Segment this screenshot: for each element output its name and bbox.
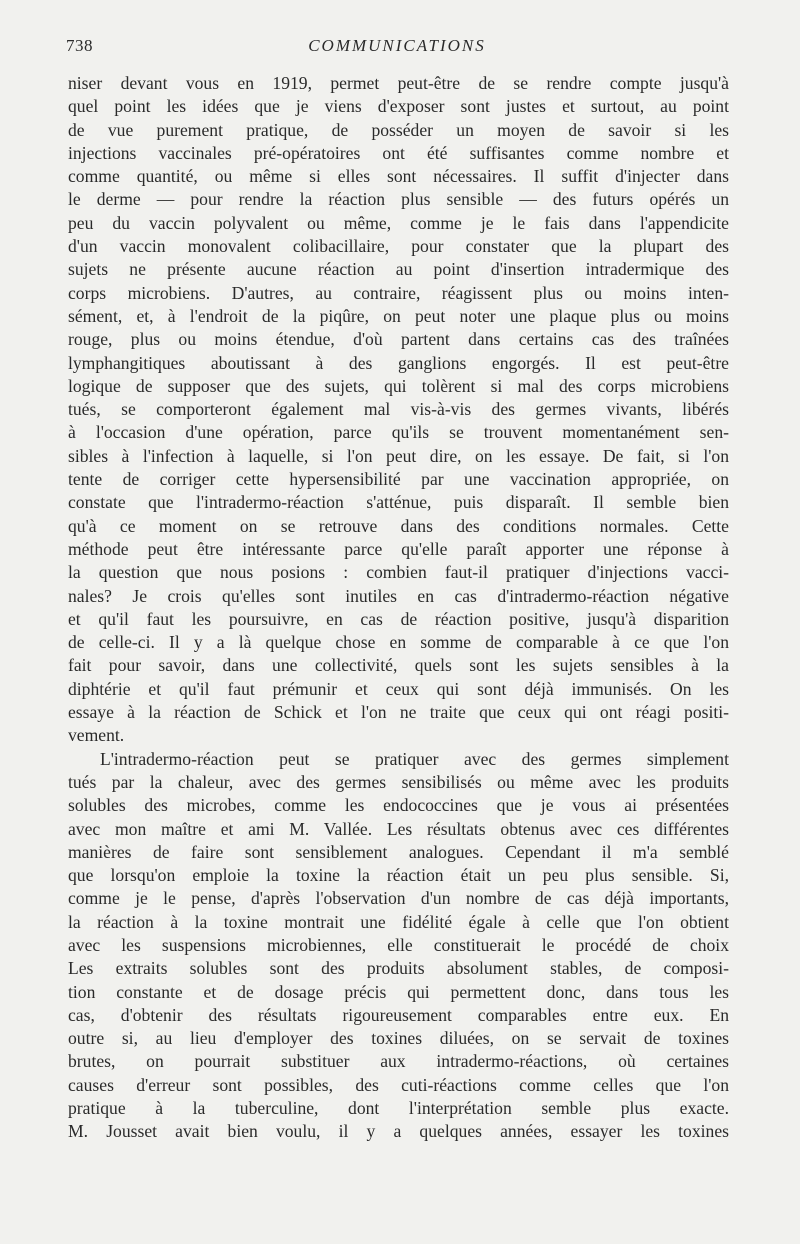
text-line: le derme — pour rendre la réaction plus sensible — des futurs opérés un <box>68 189 729 210</box>
text-line: tués par la chaleur, avec des germes sensibilisés ou même avec les produits <box>68 771 729 792</box>
text-line: sujets ne présente aucune réaction au point d'insertion intradermique des <box>68 259 729 280</box>
text-line: brutes, on pourrait substituer aux intradermo-réactions, où certaines <box>68 1051 729 1072</box>
body-text <box>68 72 729 1144</box>
text-line: comme je le pense, d'après l'observation d'un nombre de cas déjà importants, <box>68 888 729 909</box>
paragraph-start-line: L'intradermo-réaction peut se pratiquer avec des germes simplement <box>100 748 729 769</box>
text-line: Les extraits solubles sont des produits absolument stables, de composi- <box>68 958 729 979</box>
text-line: essaye à la réaction de Schick et l'on ne traite que ceux qui ont réagi positi- <box>68 702 729 723</box>
text-line: comme quantité, ou même si elles sont nécessaires. Il suffit d'injecter dans <box>68 166 729 187</box>
text-line: logique de supposer que des sujets, qui tolèrent si mal des corps microbiens <box>68 375 729 396</box>
text-line: la réaction à la toxine montrait une fidélité égale à celle que l'on obtient <box>68 911 729 932</box>
text-line: sément, et, à l'endroit de la piqûre, on peut noter une plaque plus ou moins <box>68 305 729 326</box>
text-line: et qu'il faut les poursuivre, en cas de réaction positive, jusqu'à disparition <box>68 608 729 629</box>
text-line: qu'à ce moment on se retrouve dans des conditions normales. Cette <box>68 515 729 536</box>
text-line: niser devant vous en 1919, permet peut-être de se rendre compte jusqu'à <box>68 73 729 93</box>
text-line: de celle-ci. Il y a là quelque chose en somme de comparable à ce que l'on <box>68 632 729 653</box>
text-line: avec mon maître et ami M. Vallée. Les résultats obtenus avec ces différentes <box>68 818 729 839</box>
text-line: M. Jousset avait bien voulu, il y a quelques années, essayer les toxines <box>68 1121 729 1142</box>
text-line: quel point les idées que je viens d'exposer sont justes et surtout, au point <box>68 96 729 117</box>
text-line: lymphangitiques aboutissant à des ganglions engorgés. Il est peut-être <box>68 352 729 373</box>
text-line: tente de corriger cette hypersensibilité par une vaccination appropriée, on <box>68 469 729 490</box>
text-line: peu du vaccin polyvalent ou même, comme je le fais dans l'appendicite <box>68 212 729 233</box>
text-line: fait pour savoir, dans une collectivité, quels sont les sujets sensibles à la <box>68 655 729 676</box>
text-line: manières de faire sont sensiblement analogues. Cependant il m'a semblé <box>68 841 729 862</box>
text-line: la question que nous posions : combien faut-il pratiquer d'injections vacci- <box>68 562 729 583</box>
text-line: diphtérie et qu'il faut prémunir et ceux qui sont déjà immunisés. On les <box>68 678 729 699</box>
text-line: solubles des microbes, comme les endococcines que je vous ai présentées <box>68 795 729 816</box>
text-line: que lorsqu'on emploie la toxine la réaction était un peu plus sensible. Si, <box>68 865 729 886</box>
text-line: méthode peut être intéressante parce qu'elle paraît apporter une réponse à <box>68 538 729 559</box>
text-line: cas, d'obtenir des résultats rigoureusement comparables entre eux. En <box>68 1004 729 1025</box>
text-line: sibles à l'infection à laquelle, si l'on peut dire, on les essaye. De fait, si l'on <box>68 445 729 466</box>
paragraph-end-line: vement. <box>68 725 125 746</box>
text-line: à l'occasion d'une opération, parce qu'ils se trouvent momentanément sen- <box>68 422 729 443</box>
text-line: tion constante et de dosage précis qui permettent donc, dans tous les <box>68 981 729 1002</box>
text-line: rouge, plus ou moins étendue, d'où partent dans certains cas des traînées <box>68 329 729 350</box>
page-header <box>66 36 728 60</box>
text-line: d'un vaccin monovalent colibacillaire, pour constater que la plupart des <box>68 236 729 257</box>
text-line: constate que l'intradermo-réaction s'atténue, puis disparaît. Il semble bien <box>68 492 729 513</box>
text-line: pratique à la tuberculine, dont l'interprétation semble plus exacte. <box>68 1098 729 1119</box>
text-line: injections vaccinales pré-opératoires ont été suffisantes comme nombre et <box>68 142 729 163</box>
page-number: 738 <box>66 36 93 55</box>
text-line: nales? Je crois qu'elles sont inutiles en cas d'intradermo-réaction négative <box>68 585 729 606</box>
text-line: causes d'erreur sont possibles, des cuti-réactions comme celles que l'on <box>68 1074 729 1095</box>
text-line: outre si, au lieu d'employer des toxines diluées, on se servait de toxines <box>68 1028 729 1049</box>
running-title: COMMUNICATIONS <box>308 36 486 55</box>
text-line: tués, se comporteront également mal vis-à-vis des germes vivants, libérés <box>68 399 729 420</box>
text-line: avec les suspensions microbiennes, elle constituerait le procédé de choix <box>68 934 729 955</box>
text-line: corps microbiens. D'autres, au contraire, réagissent plus ou moins inten- <box>68 282 729 303</box>
text-line: de vue purement pratique, de posséder un moyen de savoir si les <box>68 119 729 140</box>
